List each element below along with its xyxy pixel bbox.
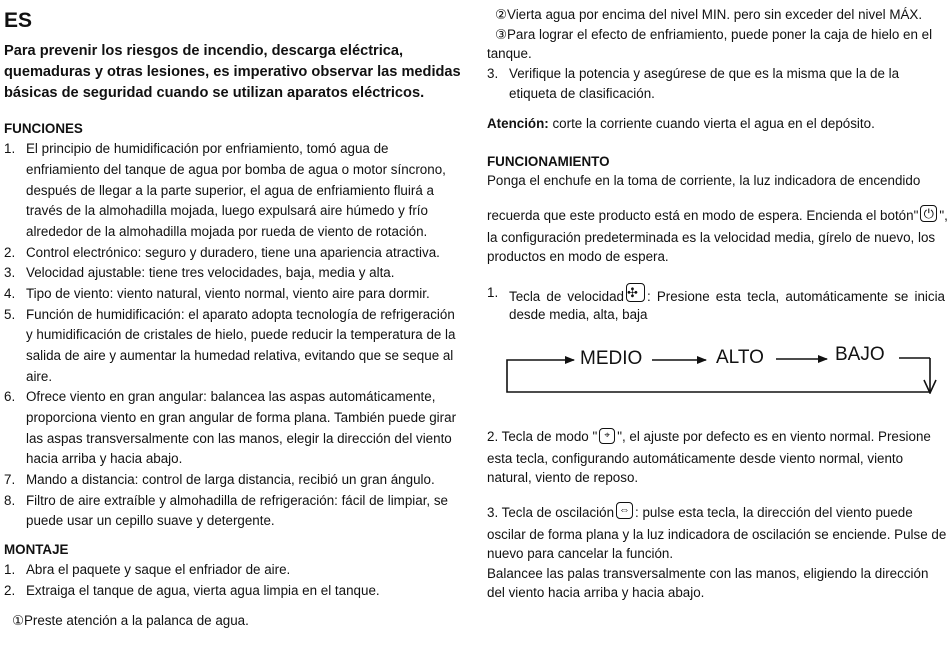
item-line: Abra el paquete y saque el enfriador de aire. (26, 562, 291, 577)
item-line: Tipo de viento: viento natural, viento normal, viento aire para dormir. (26, 286, 430, 301)
montaje-note-3-line-1: ③Para lograr el efecto de enfriamiento, puede poner la caja de hielo en el (495, 27, 933, 42)
montaje-note-3-line-2: tanque. (487, 46, 532, 61)
funcionamiento-heading: FUNCIONAMIENTO (487, 154, 610, 169)
item-line: Velocidad ajustable: tiene tres velocidades, baja, media y alta. (26, 265, 395, 280)
osc-key-line-1 (487, 502, 913, 524)
mode-key-line-2: esta tecla, configurando automáticamente desde viento normal, viento (487, 451, 904, 466)
montaje-note-2: ②Vierta agua por encima del nivel MIN. pero sin exceder del nivel MÁX. (495, 7, 923, 22)
funciones-item-6-line-4: hacia arriba y hacia abajo. (26, 451, 183, 466)
mode-key-desc: ", el ajuste por defecto es en viento normal. Presione (617, 429, 931, 444)
funciones-item-1-line-5: alrededor de la almohadilla mojada por rueda de viento de rotación. (26, 224, 428, 239)
item-line: Filtro de aire extraíble y almohadilla de refrigeración: fácil de limpiar, se (26, 493, 449, 508)
funciones-heading: FUNCIONES (4, 121, 83, 136)
item-line: Función de humidificación: el aparato adopta tecnología de refrigeración (26, 307, 455, 322)
safety-warning-line-1: Para prevenir los riesgos de incendio, descarga eléctrica, (4, 43, 404, 59)
montaje-note-1: ①Preste atención a la palanca de agua. (12, 613, 249, 628)
funciones-item-1-line-3: después de llegar a la parte superior, el agua de enfriamiento fluirá a (26, 183, 434, 198)
speed-key-desc: : Presione esta tecla, automáticamente se inicia (646, 289, 945, 304)
item-number: 1. (4, 562, 16, 577)
item-number: 2. (4, 245, 16, 260)
item-number: 8. (4, 493, 16, 508)
item-line: Ofrece viento en gran angular: balancea las aspas automáticamente, (26, 389, 436, 404)
funcionamiento-intro-line-1: Ponga el enchufe en la toma de corriente, la luz indicadora de encendido (487, 173, 921, 188)
flow-label-medio: MEDIO (580, 348, 643, 369)
montaje-heading: MONTAJE (4, 542, 69, 557)
montaje-item-3-line-2: etiqueta de clasificación. (509, 86, 655, 101)
funciones-item-5-line-2: y humidificación de cristales de hielo, puede reducir la temperatura de la (26, 327, 456, 342)
speed-cycle-diagram (506, 340, 942, 394)
osc-key-label: 3. Tecla de oscilación (487, 505, 615, 520)
funciones-item-6-line-3: las aspas transversalmente con las manos, elegir la dirección del viento (26, 431, 452, 446)
item-line: Extraiga el tanque de agua, vierta agua limpia en el tanque. (26, 583, 380, 598)
item-line: Mando a distancia: control de larga distancia, recibió un gran ángulo. (26, 472, 435, 487)
item-number: 7. (4, 472, 16, 487)
funciones-item-1-line-4: través de la almohadilla mojada, luego expulsará aire húmedo y frío (26, 203, 428, 218)
mode-icon: ⌖ (599, 428, 615, 444)
mode-key-label: 2. Tecla de modo " (487, 429, 598, 444)
oscillation-icon: ⇔ (616, 502, 633, 519)
item-line: Control electrónico: seguro y duradero, tiene una apariencia atractiva. (26, 245, 440, 260)
item-number: 2. (4, 583, 16, 598)
funciones-item-5-line-3: salida de aire y aumentar la humedad relativa, evitando que se seque al (26, 348, 454, 363)
mode-key-line-1 (487, 427, 931, 448)
fan-speed-icon: ✣ (626, 283, 645, 302)
mode-key-line-3: natural, viento de reposo. (487, 470, 639, 485)
power-icon: ⏻ (920, 205, 937, 222)
safety-warning-line-3: básicas de seguridad cuando se utilizan aparatos eléctricos. (4, 85, 425, 101)
item-number: 1. (4, 141, 16, 156)
item-number: 3. (4, 265, 16, 280)
page-title: ES (4, 9, 33, 32)
funcionamiento-intro-line-3: la configuración predeterminada es la velocidad media, gírelo de nuevo, los (487, 230, 936, 245)
osc-key-line-2: oscilar de forma plana y la luz indicadora de oscilación se enciende. Pulse de (487, 527, 947, 542)
osc-key-line-5: del viento hacia arriba y hacia abajo. (487, 585, 705, 600)
item-number: 3. (487, 66, 499, 81)
osc-key-desc: : pulse esta tecla, la dirección del viento puede (635, 505, 913, 520)
funcionamiento-intro-line-4: productos en modo de espera. (487, 249, 669, 264)
attention-note (487, 114, 875, 135)
speed-key-line-2: desde media, alta, baja (509, 307, 648, 322)
funcionamiento-intro-line-2 (487, 205, 948, 227)
item-line: Verifique la potencia y asegúrese de que es la misma que la de la (509, 66, 900, 81)
funciones-item-6-line-2: proporciona viento en gran angular de forma plana. También puede girar (26, 410, 457, 425)
item-number: 4. (4, 286, 16, 301)
flow-label-bajo: BAJO (835, 344, 885, 365)
funciones-item-8-line-2: puede usar un cepillo suave y detergente. (26, 513, 275, 528)
attention-label: Atención: (487, 116, 549, 131)
intro-line-2-text: recuerda que este producto está en modo de espera. Encienda el botón" (487, 208, 919, 223)
osc-key-line-4: Balancee las palas transversalmente con las manos, eligiendo la dirección (487, 566, 929, 581)
flow-label-alto: ALTO (716, 347, 764, 368)
osc-key-line-3: nuevo para cancelar la función. (487, 546, 674, 561)
item-number: 1. (487, 285, 499, 300)
intro-line-2-end: ", (939, 208, 948, 223)
speed-key-label: Tecla de velocidad (509, 289, 624, 304)
safety-warning-line-2: quemaduras y otras lesiones, es imperativo observar las medidas (4, 64, 461, 80)
item-number: 6. (4, 389, 16, 404)
funciones-item-5-line-4: aire. (26, 369, 53, 384)
item-line: El principio de humidificación por enfriamiento, tomó agua de (26, 141, 389, 156)
funciones-item-1-line-2: enfriamiento del tanque de agua por bomba de agua o motor síncrono, (26, 162, 446, 177)
attention-text: corte la corriente cuando vierta el agua en el depósito. (548, 116, 875, 131)
item-number: 5. (4, 307, 16, 322)
